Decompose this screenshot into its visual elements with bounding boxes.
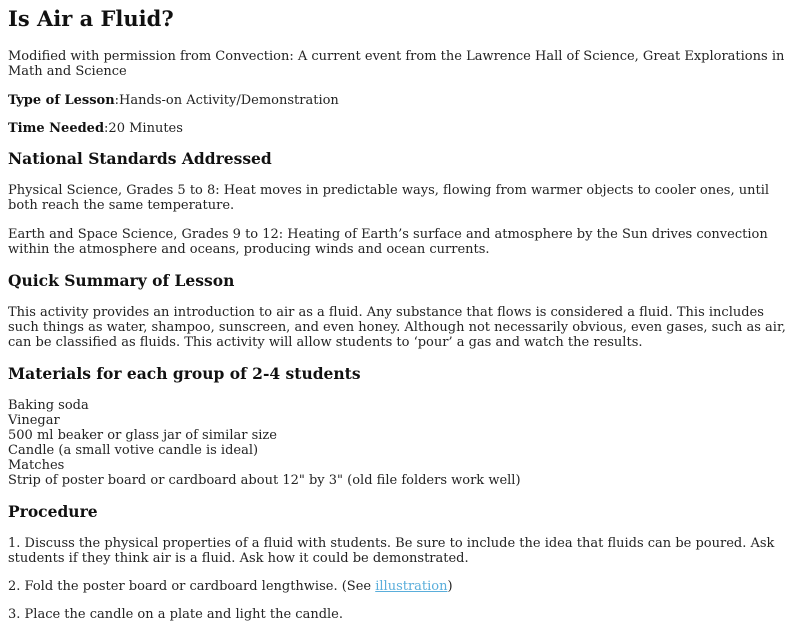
summary-heading: Quick Summary of Lesson	[8, 271, 235, 290]
time-needed-value: :20 Minutes	[104, 121, 183, 136]
material-item: Matches	[8, 458, 65, 473]
material-item: Strip of poster board or cardboard about 12" by 3" (old file folders work well)	[8, 473, 521, 488]
standard-earth-space-science: Earth and Space Science, Grades 9 to 12: Heating of Earth’s surface and atmosphere by the Sun drives convection within the atmosphere and oceans, producing winds and ocean currents.	[8, 227, 768, 257]
materials-heading: Materials for each group of 2-4 students	[8, 364, 361, 383]
material-item: 500 ml beaker or glass jar of similar size	[8, 428, 277, 443]
material-item: Baking soda	[8, 398, 89, 413]
standard-physical-science: Physical Science, Grades 5 to 8: Heat moves in predictable ways, flowing from warmer objects to cooler ones, until both reach the same temperature.	[8, 183, 770, 213]
time-needed	[8, 121, 792, 136]
time-needed-label: Time Needed	[8, 121, 105, 136]
procedure-step-3: 3. Place the candle on a plate and light the candle.	[8, 607, 343, 622]
procedure-step-2-close: )	[447, 579, 453, 594]
procedure-step-2-text: 2. Fold the poster board or cardboard lengthwise. (See	[8, 579, 376, 594]
procedure-heading: Procedure	[8, 502, 98, 521]
lesson-type-value: :Hands-on Activity/Demonstration	[114, 93, 339, 108]
procedure-step-2	[8, 579, 792, 594]
procedure-step-1: 1. Discuss the physical properties of a fluid with students. Be sure to include the idea that fluids can be poured. Ask students if they think air is a fluid. Ask how it could be demonstrated.	[8, 536, 775, 566]
attribution-text: Modified with permission from Convection: A current event from the Lawrence Hall of Science, Great Explorations in Math and Science	[8, 49, 785, 79]
standards-heading: National Standards Addressed	[8, 149, 272, 168]
material-item: Vinegar	[8, 413, 60, 428]
lesson-type	[8, 93, 792, 108]
page-title: Is Air a Fluid?	[8, 6, 174, 31]
lesson-type-label: Type of Lesson	[8, 93, 115, 108]
summary-text: This activity provides an introduction to air as a fluid. Any substance that flows is considered a fluid. This includes such things as water, shampoo, sunscreen, and even honey. Although not necessarily obvious, even gases, such as air, can be classified as fluids. This activity will allow students to ‘pour’ a gas and watch the results.	[8, 305, 786, 350]
document-page	[0, 7, 800, 622]
materials-list	[8, 398, 792, 488]
illustration-link[interactable]: illustration	[375, 579, 448, 594]
material-item: Candle (a small votive candle is ideal)	[8, 443, 259, 458]
